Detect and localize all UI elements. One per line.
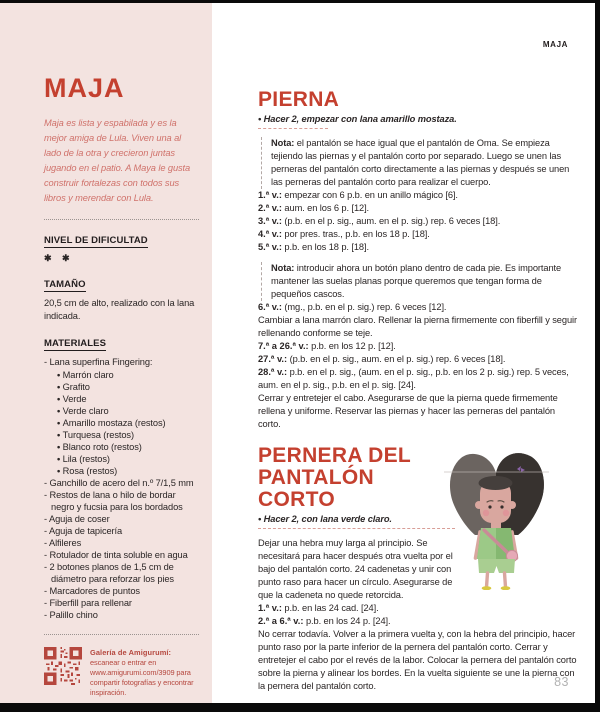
yarn-color-item: • Turquesa (restos)	[57, 429, 199, 441]
note-label: Nota:	[271, 263, 295, 273]
divider	[44, 634, 199, 635]
pattern-rows	[258, 301, 578, 314]
material-item: - Aguja de coser	[44, 514, 110, 524]
yarn-color-item: • Amarillo mostaza (restos)	[57, 417, 199, 429]
material-item: - Aguja de tapicería	[44, 526, 123, 536]
photo-frame-right	[595, 0, 600, 712]
note-text: Nota: introducir ahora un botón plano dentro de cada pie. Es importante mantener las suelas planas porque queremos que tengan forma de pequeños cascos.	[271, 263, 562, 299]
material-item: - Fiberfill para rellenar	[44, 598, 132, 608]
gallery-note-text: escanear o entrar en www.amigurumi.com/3909 para compartir fotografías y encontrar inspiración.	[90, 658, 194, 697]
running-header: MAJA	[542, 40, 568, 49]
yarn-color-item: • Verde	[57, 393, 199, 405]
pattern-row: 1.ª v.: p.b. en las 24 cad. [24].	[258, 603, 379, 613]
pierna-title: PIERNA	[258, 88, 340, 111]
pattern-row: 28.ª v.: p.b. en el p. sig., (aum. en el p. sig., p.b. en los 2 p. sig.) rep. 5 veces, aum. en el p. sig., p.b. en el p. sig. [24].	[258, 367, 569, 390]
character-title: MAJA	[44, 73, 125, 103]
yarn-color-item: • Blanco roto (restos)	[57, 441, 199, 453]
gallery-note	[90, 648, 199, 698]
pattern-row: 27.ª v.: (p.b. en el p. sig., aum. en el p. sig.) rep. 6 veces [18].	[258, 354, 506, 364]
material-item: - Alfileres	[44, 538, 82, 548]
instruction-paragraph: Cerrar y entretejer el cabo. Asegurarse de que la pierna quede firmemente rellena y uniforme. Reservar las piernas y hacer las perneras del pantalón corto.	[258, 393, 558, 429]
material-item: - Rotulador de tinta soluble en agua	[44, 550, 188, 560]
note-text: Nota: el pantalón se hace igual que el pantalón de Oma. Se empieza tejiendo las piernas y el pantalón corto por separado. Luego se unen las perneras del pantalón corto directamente a las piernas y después se unen las perneras del pantalón corto para realizar el cuerpo.	[271, 138, 570, 187]
maja-character-icon	[444, 445, 549, 590]
materials-heading: MATERIALES	[44, 338, 107, 349]
qr-code-icon	[44, 647, 82, 685]
yarn-color-list	[44, 369, 199, 477]
page-number: 83	[554, 675, 569, 689]
pattern-row: 6.ª v.: (mg., p.b. en el p. sig.) rep. 6 veces [12].	[258, 302, 447, 312]
size-heading: TAMAÑO	[44, 279, 86, 290]
material-item: - Marcadores de puntos	[44, 586, 140, 596]
sidebar	[0, 3, 212, 703]
pattern-row: 7.ª a 26.ª v.: p.b. en los 12 p. [12].	[258, 341, 396, 351]
material-item: - Restos de lana o hilo de bordar negro y fucsia para los bordados	[44, 490, 183, 512]
pattern-rows	[258, 602, 463, 628]
material-item: - 2 botones planos de 1,5 cm de diámetro para reforzar los pies	[44, 562, 174, 584]
size-text: 20,5 cm de alto, realizado con la lana indicada.	[44, 298, 195, 321]
character-intro: Maja es lista y espabilada y es la mejor amiga de Lula. Viven una al lado de la otra y crecieron juntas jugando en el patio. A Maya le gusta construir fortalezas con todos sus libros y merendar con Lula.	[44, 118, 191, 203]
pattern-rows	[258, 189, 578, 254]
main-content	[212, 3, 595, 703]
pernera-title: PERNERA DEL PANTALÓN CORTO	[258, 444, 411, 511]
note-block	[261, 137, 583, 189]
pattern-row: 4.ª v.: por pres. tras., p.b. en los 18 p. [18].	[258, 229, 430, 239]
difficulty-stars: ✱ ✱	[44, 253, 74, 263]
pattern-rows	[258, 340, 578, 392]
note-block	[261, 262, 583, 301]
yarn-color-item: • Lila (restos)	[57, 453, 199, 465]
difficulty-heading: NIVEL DE DIFICULTAD	[44, 235, 148, 246]
pernera-subtitle: • Hacer 2, con lana verde claro.	[258, 514, 392, 524]
yarn-color-item: • Rosa (restos)	[57, 465, 199, 477]
instruction-paragraph: Dejar una hebra muy larga al principio. Se necesitará para hacer después otra vuelta por el bajo del pantalón corto. 24 cadenetas y unir con punto raso para hacer un círculo. Asegurarse de que la cadeneta no quede retorcida.	[258, 538, 453, 600]
pattern-row: 3.ª v.: (p.b. en el p. sig., aum. en el p. sig.) rep. 6 veces [18].	[258, 216, 501, 226]
note-label: Nota:	[271, 138, 295, 148]
pattern-row: 2.ª v.: aum. en los 6 p. [12].	[258, 203, 370, 213]
yarn-color-item: • Marrón claro	[57, 369, 199, 381]
materials-intro: - Lana superfina Fingering:	[44, 357, 153, 367]
pierna-subtitle: • Hacer 2, empezar con lana amarillo mostaza.	[258, 114, 457, 124]
gallery-note-label: Galería de Amigurumí:	[90, 648, 172, 657]
pattern-row: 1.ª v.: empezar con 6 p.b. en un anillo mágico [6].	[258, 190, 458, 200]
yarn-color-item: • Grafito	[57, 381, 199, 393]
instruction-paragraph: Cambiar a lana marrón claro. Rellenar la pierna firmemente con fiberfill y seguir rellenando conforme se teje.	[258, 315, 577, 338]
photo-frame-bottom	[0, 703, 600, 712]
material-item: - Palillo chino	[44, 610, 98, 620]
pattern-row: 5.ª v.: p.b. en los 18 p. [18].	[258, 242, 369, 252]
materials-list	[44, 477, 199, 621]
divider	[258, 128, 328, 129]
instruction-paragraph: No cerrar todavía. Volver a la primera vuelta y, con la hebra del principio, hacer punto raso por la parte inferior de la pernera del pantalón corto. Cerrar y entretejer el cabo por el revés de la labor. Colocar la pernera del pantalón corto sobre la pierna y alinear los bordes. En la vuelta siguiente se une la pierna con la pernera del pantalón corto.	[258, 629, 577, 691]
section-pierna	[258, 89, 575, 431]
gallery-block	[44, 647, 199, 698]
divider	[258, 528, 455, 529]
material-item: - Ganchillo de acero del n.º 7/1,5 mm	[44, 478, 194, 488]
character-illustration	[444, 445, 549, 595]
pattern-row: 2.ª a 6.ª v.: p.b. en los 24 p. [24].	[258, 616, 391, 626]
yarn-color-item: • Verde claro	[57, 405, 199, 417]
